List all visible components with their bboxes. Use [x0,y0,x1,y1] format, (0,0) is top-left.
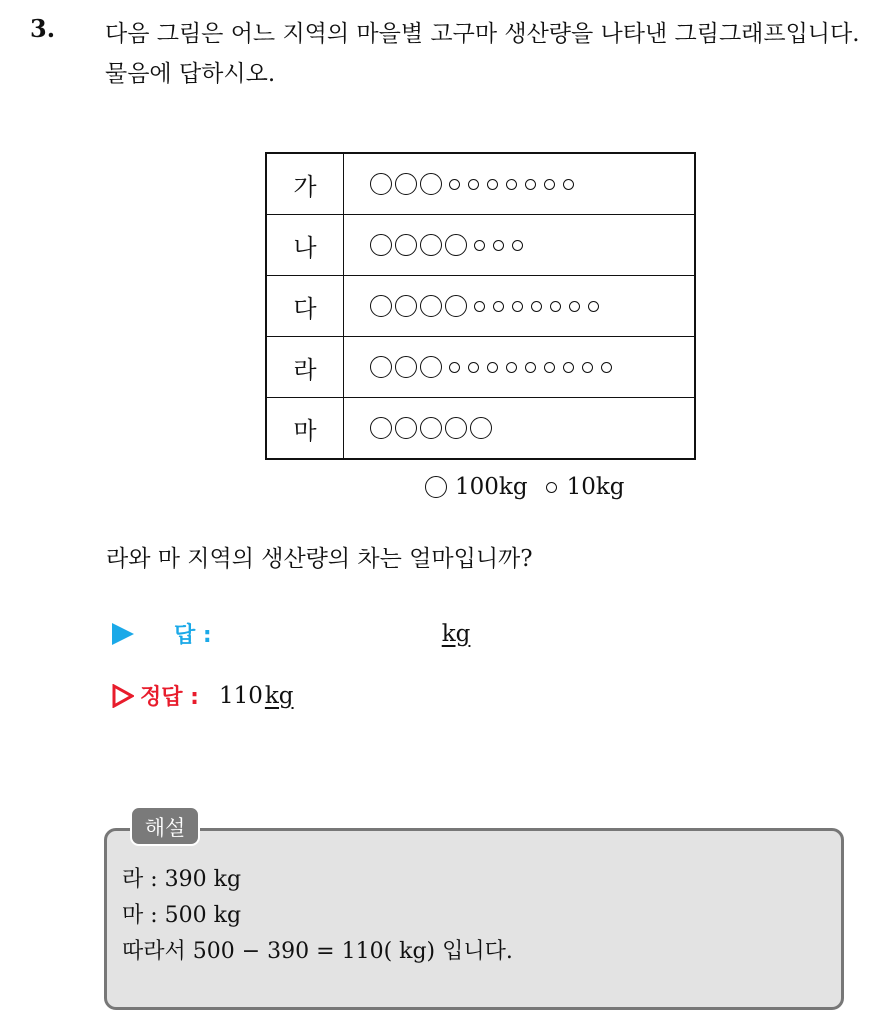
correct-label: 정답 : [140,685,199,710]
small-circle-icon [582,362,593,373]
small-circle-icon [474,301,485,312]
graph-row-icons [344,276,696,337]
graph-row-icons [344,398,696,460]
correct-unit: kg [264,682,294,709]
big-circle-icon [395,173,417,195]
outline-triangle-icon [112,684,134,708]
correct-value: 110 [218,682,263,709]
big-circle-icon [370,417,392,439]
answer-row [112,618,470,649]
small-circle-icon [601,362,612,373]
graph-row-label: 다 [266,276,344,337]
graph-row-icons [344,153,696,215]
graph-row [266,153,695,215]
big-circle-icon [395,356,417,378]
small-circle-icon [449,179,460,190]
big-circle-icon [425,476,447,498]
small-circle-icon [531,301,542,312]
big-circle-icon [395,295,417,317]
small-circle-icon [588,301,599,312]
graph-row-label: 나 [266,215,344,276]
play-triangle-icon [112,623,134,645]
graph-row-label: 라 [266,337,344,398]
small-circle-icon [487,179,498,190]
big-circle-icon [445,234,467,256]
big-circle-icon [370,356,392,378]
big-circle-icon [395,417,417,439]
small-circle-icon [563,179,574,190]
graph-row-icons [344,215,696,276]
graph-row [266,215,695,276]
solution-line: 따라서 500 − 390 = 110( kg) 입니다. [122,939,513,964]
small-circle-icon [544,179,555,190]
legend-small-label: 10kg [566,474,625,500]
picture-graph [265,152,696,460]
solution-tag: 해설 [130,806,200,846]
solution-line: 마 : 500 kg [122,903,242,928]
graph-row [266,276,695,337]
big-circle-icon [420,295,442,317]
small-circle-icon [525,179,536,190]
graph-row-label: 마 [266,398,344,460]
big-circle-icon [420,173,442,195]
solution-line: 라 : 390 kg [122,867,242,892]
small-circle-icon [512,301,523,312]
big-circle-icon [370,234,392,256]
small-circle-icon [544,362,555,373]
question-number: 3. [30,14,56,43]
small-circle-icon [563,362,574,373]
small-circle-icon [487,362,498,373]
big-circle-icon [370,295,392,317]
small-circle-icon [449,362,460,373]
big-circle-icon [420,417,442,439]
graph-row [266,398,695,460]
small-circle-icon [506,362,517,373]
small-circle-icon [546,482,557,493]
small-circle-icon [512,240,523,251]
big-circle-icon [395,234,417,256]
big-circle-icon [445,295,467,317]
small-circle-icon [474,240,485,251]
small-circle-icon [550,301,561,312]
solution-lines [122,862,513,970]
big-circle-icon [370,173,392,195]
small-circle-icon [525,362,536,373]
big-circle-icon [420,234,442,256]
graph-row-label: 가 [266,153,344,215]
small-circle-icon [506,179,517,190]
small-circle-icon [569,301,580,312]
big-circle-icon [420,356,442,378]
big-circle-icon [470,417,492,439]
small-circle-icon [493,301,504,312]
correct-answer-row [112,680,294,711]
sub-question: 라와 마 지역의 생산량의 차는 얼마입니까? [106,546,533,572]
legend-big-label: 100kg [455,474,528,500]
big-circle-icon [445,417,467,439]
small-circle-icon [493,240,504,251]
legend [425,474,625,500]
answer-label: 답 : [174,623,212,648]
question-text: 다음 그림은 어느 지역의 마을별 고구마 생산량을 나타낸 그림그래프입니다. 물음에 답하시오. [105,21,860,87]
small-circle-icon [468,179,479,190]
answer-unit: kg [441,620,471,647]
small-circle-icon [468,362,479,373]
graph-row-icons [344,337,696,398]
graph-row [266,337,695,398]
